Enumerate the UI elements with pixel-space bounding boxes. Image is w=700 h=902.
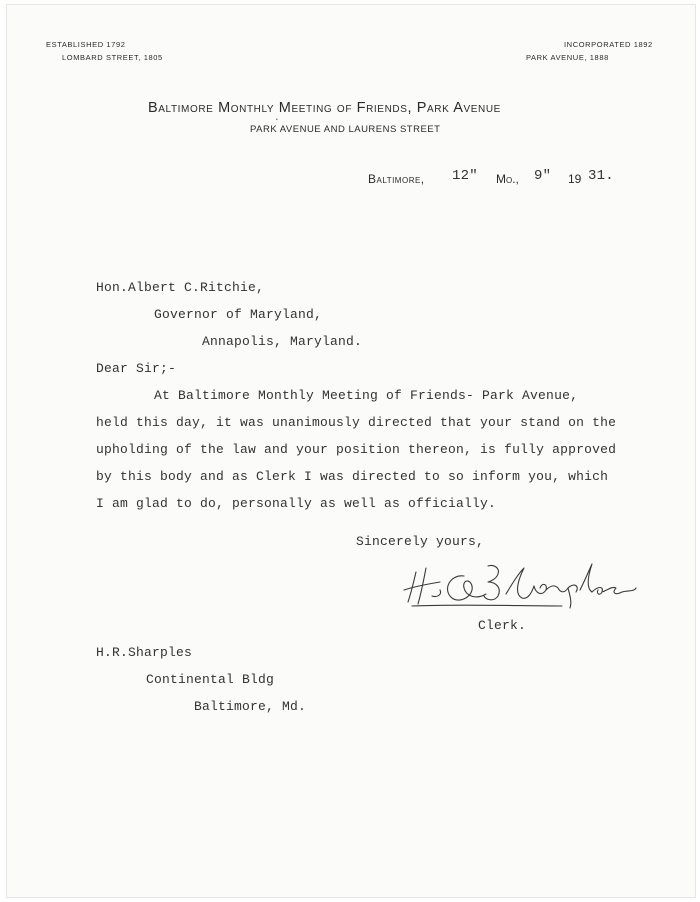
date-year-prefix: 19	[568, 172, 582, 186]
date-month: 9"	[534, 168, 552, 184]
ornament-dot: •	[276, 117, 278, 123]
date-place: Baltimore,	[368, 172, 425, 186]
recipient-title: Governor of Maryland,	[154, 307, 323, 322]
date-day: 12"	[452, 168, 478, 184]
body-line-5: I am glad to do, personally as well as officially.	[96, 496, 497, 511]
sender-building: Continental Bldg	[146, 672, 275, 687]
body-line-3: upholding of the law and your position thereon, is fully approved	[96, 442, 617, 457]
body-line-1: At Baltimore Monthly Meeting of Friends- Park Avenue,	[154, 388, 579, 403]
body-line-2: held this day, it was unanimously directed that your stand on the	[96, 415, 617, 430]
established-line: ESTABLISHED 1792	[46, 40, 126, 49]
organization-name: Baltimore Monthly Meeting of Friends, Park Avenue	[148, 100, 501, 116]
recipient-place: Annapolis, Maryland.	[202, 334, 363, 349]
incorporated-line: INCORPORATED 1892	[564, 40, 653, 49]
closing: Sincerely yours,	[356, 534, 485, 549]
sender-city: Baltimore, Md.	[194, 699, 307, 714]
salutation: Dear Sir;-	[96, 361, 177, 376]
park-avenue-year-line: PARK AVENUE, 1888	[526, 53, 609, 62]
letter-page	[6, 4, 696, 898]
signer-role: Clerk.	[478, 618, 527, 633]
recipient-name: Hon.Albert C.Ritchie,	[96, 280, 265, 295]
organization-address: PARK AVENUE AND LAURENS STREET	[250, 124, 441, 135]
lombard-line: LOMBARD STREET, 1805	[62, 53, 163, 62]
body-line-4: by this body and as Clerk I was directed to so inform you, which	[96, 469, 609, 484]
date-year-suffix: 31.	[588, 168, 614, 184]
sender-name: H.R.Sharples	[96, 645, 193, 660]
handwritten-signature	[402, 560, 638, 612]
date-mo-label: Mo.,	[496, 172, 519, 186]
